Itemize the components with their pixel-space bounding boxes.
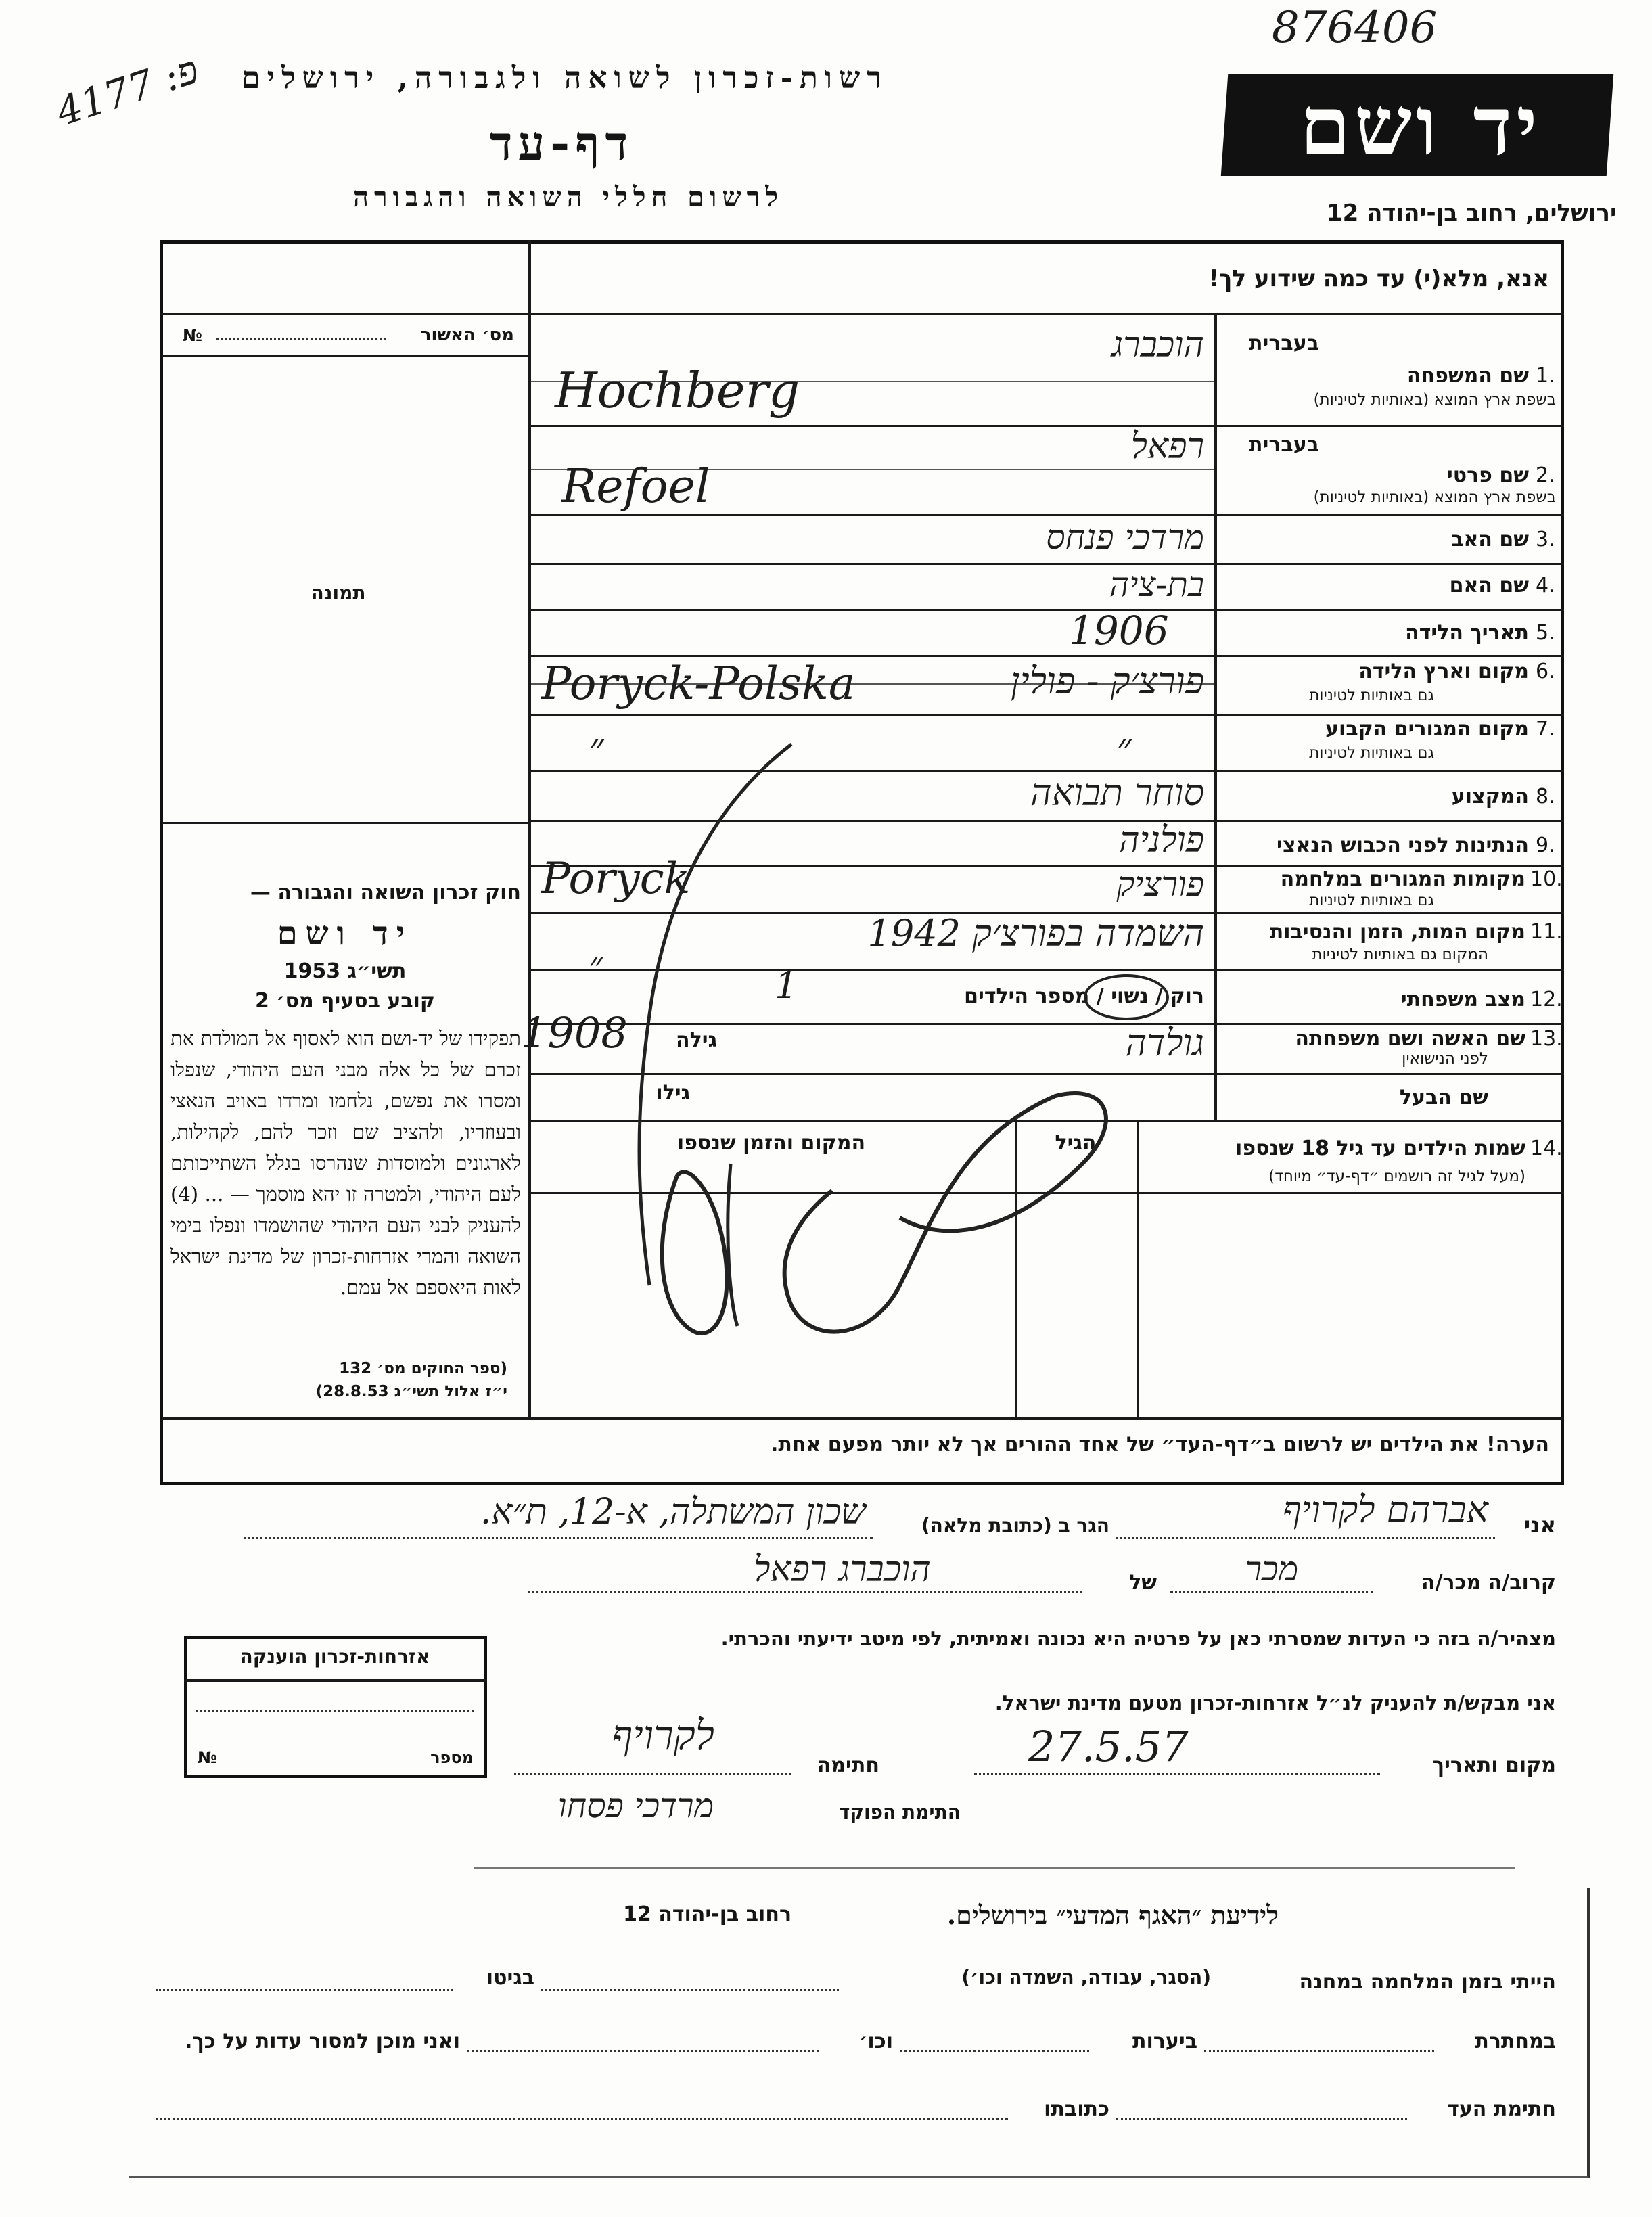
field-5-label: תאריך הלידה	[1405, 621, 1529, 645]
law-reference-1: (ספר החוקים מס׳ 132	[339, 1360, 507, 1377]
etc-label: וכו׳	[858, 2030, 893, 2053]
children-place-header: המקום והזמן שנספו	[676, 1131, 866, 1155]
field-12-label: מצב משפחתי	[1400, 988, 1525, 1011]
children-count[interactable]: 1	[775, 964, 798, 1007]
field-10-label: מקומות המגורים במלחמה	[1280, 867, 1525, 891]
page-mark: פ: 4177	[50, 46, 204, 135]
field-13-number: 13.	[1530, 1027, 1563, 1051]
law-year: תשי״ג 1953	[283, 959, 407, 983]
field-4-number: 4.	[1536, 574, 1555, 597]
form-title: דף-עד	[489, 115, 634, 171]
certificate-number-label: מספר	[430, 1748, 474, 1767]
field-2-number: 2.	[1536, 463, 1555, 487]
officer-signature[interactable]: מרדכי פסחו	[557, 1786, 714, 1825]
scribble-loop-2	[785, 1093, 1106, 1331]
officer-label: התימת הפוקד	[838, 1801, 961, 1823]
declarant-ani: אני	[1523, 1512, 1556, 1538]
mother-name[interactable]: בת-ציה	[1109, 565, 1204, 604]
field-3-label: שם האב	[1451, 528, 1529, 551]
wartime-residence-latin[interactable]: Poryck	[541, 854, 691, 904]
certificate-title: אזרחות-זכרון הוענקה	[239, 1645, 430, 1668]
field-2-label: שם פרטי	[1446, 463, 1529, 487]
testimony-ready: ואני מוכן למסור עדות על כך.	[185, 2030, 460, 2053]
wife-name[interactable]: גולדה	[1125, 1022, 1204, 1064]
father-name[interactable]: מרדכי פנחס	[1046, 518, 1204, 557]
husband-label: שם הבעל	[1399, 1086, 1488, 1110]
victim-reference[interactable]: הוכברג רפאל	[754, 1549, 931, 1590]
field-2-sub: בשפת ארץ המוצא (באותיות לטיניות)	[1313, 488, 1556, 506]
field-9-number: 9.	[1536, 833, 1555, 857]
birthplace-hebrew[interactable]: פורצ׳ק - פולין	[1010, 660, 1204, 702]
field-14-label: שמות הילדים עד גיל 18 שנספו	[1235, 1137, 1525, 1160]
note-text: הערה! את הילדים יש לרשום ב״דף-העד״ של אחד ההורים אך לא יותר מפעם אחת.	[771, 1433, 1549, 1457]
relative-value[interactable]: מכר	[1245, 1549, 1299, 1589]
field-11-label: מקום המות, הזמן והנסיבות	[1269, 920, 1525, 944]
field-5-number: 5.	[1536, 621, 1555, 645]
scribble-line-long	[639, 744, 791, 1285]
field-6-number: 6.	[1536, 660, 1555, 683]
place-date-label: מקום ותאריך	[1432, 1754, 1556, 1777]
field-11-sub: המקום גם באותיות לטיניות	[1312, 946, 1488, 963]
wife-age-label: גילה	[676, 1028, 717, 1052]
bottom-title: לידיעת ״האגף המדעי״ בירושלים.	[946, 1900, 1279, 1930]
header-address: ירושלים, רחוב בן-יהודה 12	[1326, 200, 1617, 227]
field-7-label: מקום המגורים הקבוע	[1325, 717, 1529, 741]
family-name-hebrew[interactable]: הוכברג	[1111, 325, 1204, 365]
law-text: תפקידו של יד-ושם הוא לאסוף אל המולדת את זכרם של כל אלה מבני העם היהודי, שנפלו ומסרו את נפשם, נלחמו ומרדו באויב הנאצי ובעוזריו, ולהציב שם וזכר להם, לקהילות, לארגונים ולמוסדות שנהרסו בגלל השתייכותם לעם היהודי, ולמטרה זו יהא מוסמך — ... (4) להעניק לבני העם היהודי שהושמדו ונפלו בימי השואה והמרי אזרחות-זכרון של מדינת ישראל לאות היאספם אל עמם.	[170, 1027, 521, 1299]
field-8-number: 8.	[1536, 785, 1555, 808]
archive-number: 876406	[1272, 3, 1438, 53]
field-13-sub: לפני הנישואין	[1402, 1050, 1488, 1068]
scribble-stroke-3	[728, 1164, 737, 1326]
witness-signature-label: חתימת העד	[1447, 2097, 1556, 2121]
declaration-1: מצהיר/ה בזה כי העדות שמסרתי כאן על פרטיה היא נכונה ואמיתית, לפי מיטב ידיעתי והכרתי.	[720, 1627, 1556, 1650]
resides-label: הגר ב (כתובת מלאה)	[921, 1514, 1109, 1536]
residence-ditto-1[interactable]: ״	[589, 724, 604, 771]
ghetto-label: בגיטו	[486, 1966, 534, 1990]
wartime-residence-hebrew[interactable]: פורציק	[1116, 865, 1204, 904]
field-1-hebrew-tag: בעברית	[1249, 332, 1319, 355]
field-10-number: 10.	[1530, 867, 1563, 891]
camp-types: (הסגר, עבודה, השמדה וכו׳)	[961, 1966, 1211, 1988]
form-subtitle: לרשום חללי השואה והגבורה	[352, 181, 784, 213]
occupation[interactable]: סוחר תבואה	[1030, 771, 1204, 814]
children-age-header: הגיל	[1055, 1131, 1097, 1155]
certificate-no-sign: №	[198, 1748, 217, 1767]
of-label: של	[1129, 1571, 1157, 1595]
logo-text: יד ושם	[1300, 78, 1542, 174]
field-2-hebrew-tag: בעברית	[1249, 433, 1319, 457]
field-7-number: 7.	[1536, 717, 1555, 741]
death-place-ditto[interactable]: ״	[589, 944, 603, 986]
first-name-latin[interactable]: Refoel	[561, 460, 710, 513]
field-3-number: 3.	[1536, 528, 1555, 551]
wife-age[interactable]: 1908	[521, 1008, 628, 1057]
field-6-label: מקום וארץ הלידה	[1358, 660, 1529, 683]
field-8-label: המקצוע	[1451, 785, 1529, 808]
law-reference-2: י״ז אלול תשי״ג 28.8.53)	[315, 1383, 507, 1400]
field-6-sub: גם באותיות לטיניות	[1309, 687, 1434, 704]
declarant-signature[interactable]: לקרויף	[612, 1712, 714, 1759]
field-11-number: 11.	[1530, 920, 1563, 944]
residence-ditto-2[interactable]: ״	[1116, 724, 1132, 771]
birth-date[interactable]: 1906	[1069, 608, 1169, 654]
approval-label: מס׳ האשור	[420, 325, 514, 345]
law-title: חוק זכרון השואה והגבורה —	[250, 881, 521, 905]
law-name: יד ושם	[277, 915, 413, 953]
forests-label: ביערות	[1132, 2030, 1197, 2053]
field-12-number: 12.	[1530, 988, 1563, 1011]
law-clause: קובע בסעיף מס׳ 2	[254, 989, 436, 1013]
death-place-date[interactable]: השמדה בפורצ׳ק 1942	[867, 912, 1204, 955]
field-1-sub: בשפת ארץ המוצא (באותיות לטיניות)	[1313, 391, 1556, 409]
family-name-latin[interactable]: Hochberg	[555, 362, 800, 419]
declarant-name[interactable]: אברהם לקרויף	[1282, 1488, 1488, 1531]
field-7-sub: גם באותיות לטיניות	[1309, 744, 1434, 762]
field-10-sub: גם באותיות לטיניות	[1309, 892, 1434, 909]
camp-label: הייתי בזמן המלחמה במחנה	[1299, 1970, 1556, 1994]
marital-status-options: רוק / נשוי / מספר הילדים	[964, 984, 1204, 1008]
field-1-label: שם המשפחה	[1406, 364, 1529, 388]
husband-age-label: גילו	[656, 1081, 690, 1105]
field-14-number: 14.	[1530, 1137, 1563, 1160]
field-14-sub: (מעל לגיל זה רושמים ״דף-עד״ מיוחד)	[1268, 1168, 1525, 1185]
citizenship[interactable]: פולניה	[1119, 820, 1204, 861]
field-4-label: שם האם	[1449, 574, 1529, 597]
field-1-number: 1.	[1536, 364, 1555, 388]
bottom-address: רחוב בן-יהודה 12	[623, 1902, 791, 1926]
underground-label: במחתרת	[1475, 2030, 1556, 2053]
photo-label: תמונה	[311, 582, 366, 604]
field-9-label: הנתינות לפני הכבוש הנאצי	[1277, 833, 1529, 857]
declarant-address[interactable]: שכון המשתלה, א-12, ת״א.	[480, 1492, 866, 1532]
declaration-date[interactable]: 27.5.57	[1028, 1722, 1189, 1771]
relative-label: קרוב/ה מכר/ה	[1421, 1571, 1556, 1595]
signature-label: חתימה	[817, 1754, 879, 1777]
first-name-hebrew[interactable]: רפאל	[1130, 426, 1204, 467]
witness-address-label: כתובתו	[1044, 2097, 1109, 2121]
authority-name: רשות-זכרון לשואה ולגבורה, ירושלים	[242, 61, 888, 95]
field-13-label: שם האשה ושם משפחתה	[1295, 1027, 1525, 1051]
approval-no-sign: №	[183, 326, 202, 345]
scribble-loop-1	[662, 1172, 727, 1333]
declaration-2: אני מבקש/ת להעניק לנ״ל אזרחות-זכרון מטעם מדינת ישראל.	[994, 1691, 1556, 1714]
intro-text: אנא, מלא(י) עד כמה שידוע לך!	[1208, 265, 1549, 292]
birthplace-latin[interactable]: Poryck-Polska	[541, 658, 856, 710]
